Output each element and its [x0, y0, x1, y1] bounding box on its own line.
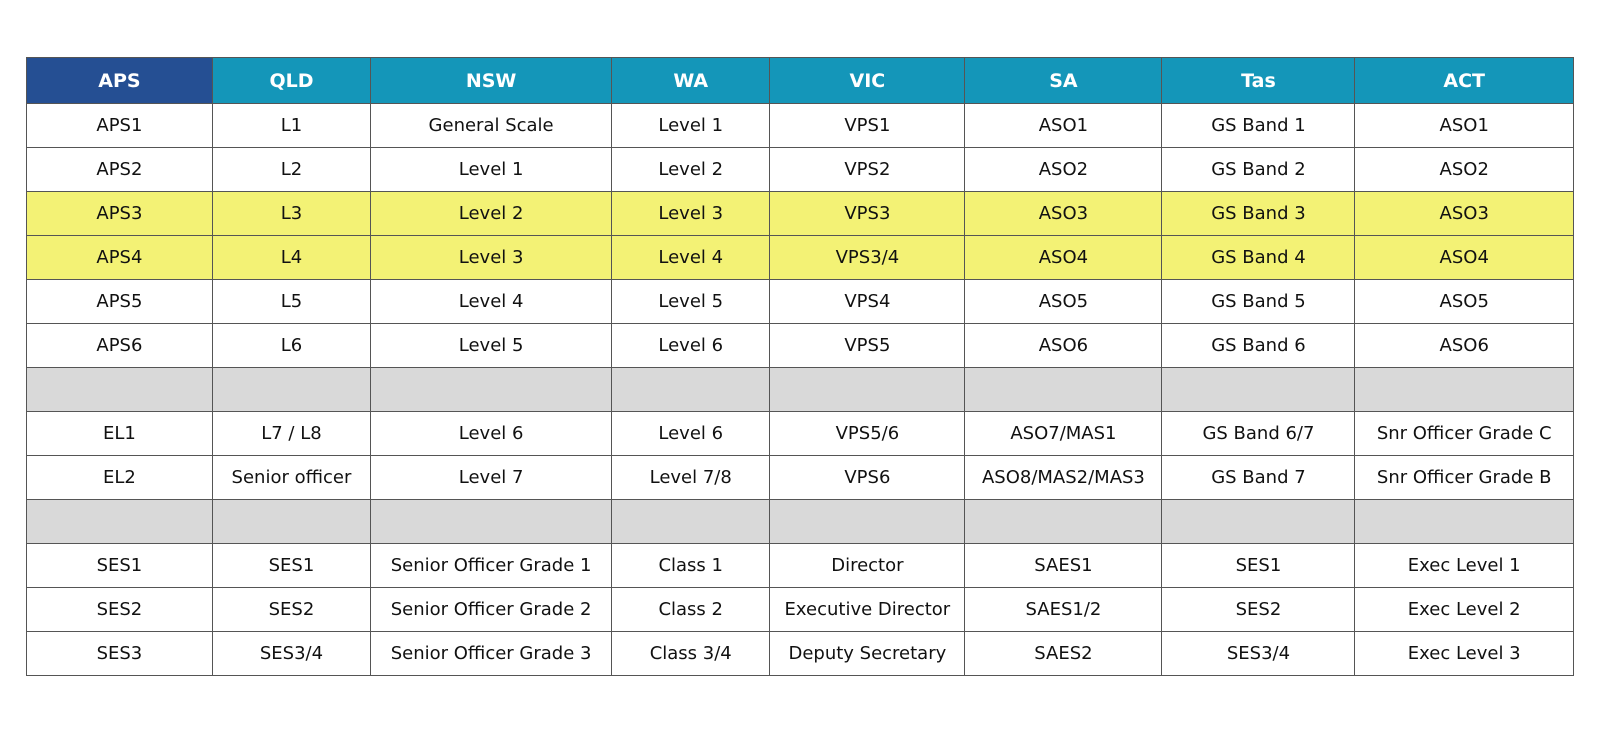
table-cell-tas: GS Band 3 [1162, 192, 1355, 236]
header-row [27, 58, 1574, 104]
table-cell-wa: Class 2 [612, 588, 770, 632]
table-cell-qld [212, 500, 370, 544]
table-cell-vic: VPS3 [770, 192, 965, 236]
table-cell-tas: SES3/4 [1162, 632, 1355, 676]
table-cell-aps: APS2 [27, 148, 213, 192]
table-cell-vic: VPS5/6 [770, 412, 965, 456]
table-cell-nsw: Senior Officer Grade 2 [371, 588, 612, 632]
table-cell-act: Snr Officer Grade B [1355, 456, 1574, 500]
table-cell-qld: L1 [212, 104, 370, 148]
column-header-wa: WA [612, 58, 770, 104]
table-cell-tas: GS Band 6 [1162, 324, 1355, 368]
table-cell-qld: L6 [212, 324, 370, 368]
column-header-sa: SA [965, 58, 1162, 104]
table-cell-sa [965, 368, 1162, 412]
table-cell-sa: ASO2 [965, 148, 1162, 192]
table-cell-sa: ASO6 [965, 324, 1162, 368]
table-cell-tas: GS Band 2 [1162, 148, 1355, 192]
table-cell-vic: VPS6 [770, 456, 965, 500]
column-header-tas: Tas [1162, 58, 1355, 104]
table-cell-tas [1162, 500, 1355, 544]
table-cell-wa: Level 1 [612, 104, 770, 148]
table-cell-sa: SAES2 [965, 632, 1162, 676]
table-cell-aps: SES1 [27, 544, 213, 588]
table-cell-nsw [371, 368, 612, 412]
table-cell-sa [965, 500, 1162, 544]
table-cell-act: ASO5 [1355, 280, 1574, 324]
table-cell-vic: Director [770, 544, 965, 588]
table-cell-qld: SES2 [212, 588, 370, 632]
table-cell-sa: SAES1 [965, 544, 1162, 588]
table-row [27, 236, 1574, 280]
table-row [27, 192, 1574, 236]
table-cell-act [1355, 368, 1574, 412]
table-cell-vic [770, 500, 965, 544]
table-cell-aps: EL1 [27, 412, 213, 456]
table-body [27, 104, 1574, 676]
column-header-nsw: NSW [371, 58, 612, 104]
table-cell-sa: ASO8/MAS2/MAS3 [965, 456, 1162, 500]
table-row [27, 412, 1574, 456]
table-cell-nsw [371, 500, 612, 544]
table-row [27, 456, 1574, 500]
table-row [27, 632, 1574, 676]
table-row [27, 544, 1574, 588]
table-cell-act: ASO6 [1355, 324, 1574, 368]
table-cell-wa: Class 1 [612, 544, 770, 588]
table-cell-act: Snr Officer Grade C [1355, 412, 1574, 456]
table-cell-nsw: Senior Officer Grade 3 [371, 632, 612, 676]
table-cell-nsw: Level 2 [371, 192, 612, 236]
table-header [27, 58, 1574, 104]
table-cell-wa: Level 5 [612, 280, 770, 324]
table-cell-wa: Level 6 [612, 324, 770, 368]
table-cell-qld: L4 [212, 236, 370, 280]
table-cell-nsw: Level 1 [371, 148, 612, 192]
table-cell-vic: VPS5 [770, 324, 965, 368]
table-cell-qld: L2 [212, 148, 370, 192]
table-cell-sa: ASO4 [965, 236, 1162, 280]
table-cell-sa: ASO3 [965, 192, 1162, 236]
table-cell-vic [770, 368, 965, 412]
column-header-act: ACT [1355, 58, 1574, 104]
table-cell-tas: GS Band 4 [1162, 236, 1355, 280]
table-cell-wa: Level 2 [612, 148, 770, 192]
table-cell-wa [612, 500, 770, 544]
table-cell-wa: Level 7/8 [612, 456, 770, 500]
table-cell-aps: APS6 [27, 324, 213, 368]
table-cell-aps [27, 368, 213, 412]
table-cell-qld: L3 [212, 192, 370, 236]
table-cell-aps: SES2 [27, 588, 213, 632]
table-cell-sa: SAES1/2 [965, 588, 1162, 632]
table-cell-aps [27, 500, 213, 544]
table-row [27, 280, 1574, 324]
table-cell-act: ASO2 [1355, 148, 1574, 192]
table-cell-vic: VPS3/4 [770, 236, 965, 280]
column-header-vic: VIC [770, 58, 965, 104]
table-cell-nsw: Level 3 [371, 236, 612, 280]
table-cell-qld [212, 368, 370, 412]
table-cell-qld: L5 [212, 280, 370, 324]
table-cell-vic: VPS2 [770, 148, 965, 192]
table-cell-aps: APS4 [27, 236, 213, 280]
table-row [27, 588, 1574, 632]
table-cell-wa: Level 6 [612, 412, 770, 456]
table-cell-sa: ASO5 [965, 280, 1162, 324]
table-cell-vic: Executive Director [770, 588, 965, 632]
table-cell-tas: SES1 [1162, 544, 1355, 588]
table-cell-act: ASO4 [1355, 236, 1574, 280]
grade-comparison-table [26, 57, 1574, 676]
table-row [27, 324, 1574, 368]
spacer-row [27, 368, 1574, 412]
table-cell-act: ASO1 [1355, 104, 1574, 148]
table-cell-act: Exec Level 2 [1355, 588, 1574, 632]
table-cell-aps: EL2 [27, 456, 213, 500]
table-cell-sa: ASO1 [965, 104, 1162, 148]
table-cell-nsw: Senior Officer Grade 1 [371, 544, 612, 588]
table-cell-act: Exec Level 3 [1355, 632, 1574, 676]
table-cell-nsw: Level 6 [371, 412, 612, 456]
table-cell-vic: Deputy Secretary [770, 632, 965, 676]
table-cell-nsw: General Scale [371, 104, 612, 148]
table-cell-aps: APS5 [27, 280, 213, 324]
table-cell-vic: VPS1 [770, 104, 965, 148]
table-row [27, 104, 1574, 148]
table-cell-aps: APS1 [27, 104, 213, 148]
table-cell-nsw: Level 5 [371, 324, 612, 368]
table-cell-aps: APS3 [27, 192, 213, 236]
table-cell-act [1355, 500, 1574, 544]
column-header-aps: APS [27, 58, 213, 104]
table-cell-act: Exec Level 1 [1355, 544, 1574, 588]
table-cell-tas: GS Band 1 [1162, 104, 1355, 148]
table-row [27, 148, 1574, 192]
table-cell-sa: ASO7/MAS1 [965, 412, 1162, 456]
table-cell-wa: Level 4 [612, 236, 770, 280]
table-cell-tas: GS Band 7 [1162, 456, 1355, 500]
table-cell-wa: Class 3/4 [612, 632, 770, 676]
table-cell-qld: L7 / L8 [212, 412, 370, 456]
table-cell-tas: GS Band 5 [1162, 280, 1355, 324]
table-cell-nsw: Level 4 [371, 280, 612, 324]
spacer-row [27, 500, 1574, 544]
table-cell-act: ASO3 [1355, 192, 1574, 236]
table-cell-tas [1162, 368, 1355, 412]
table-cell-qld: SES3/4 [212, 632, 370, 676]
table-cell-tas: GS Band 6/7 [1162, 412, 1355, 456]
column-header-qld: QLD [212, 58, 370, 104]
table-cell-qld: SES1 [212, 544, 370, 588]
table-cell-qld: Senior officer [212, 456, 370, 500]
table-cell-nsw: Level 7 [371, 456, 612, 500]
table-cell-wa [612, 368, 770, 412]
table-cell-aps: SES3 [27, 632, 213, 676]
table-cell-wa: Level 3 [612, 192, 770, 236]
table-cell-tas: SES2 [1162, 588, 1355, 632]
table-cell-vic: VPS4 [770, 280, 965, 324]
